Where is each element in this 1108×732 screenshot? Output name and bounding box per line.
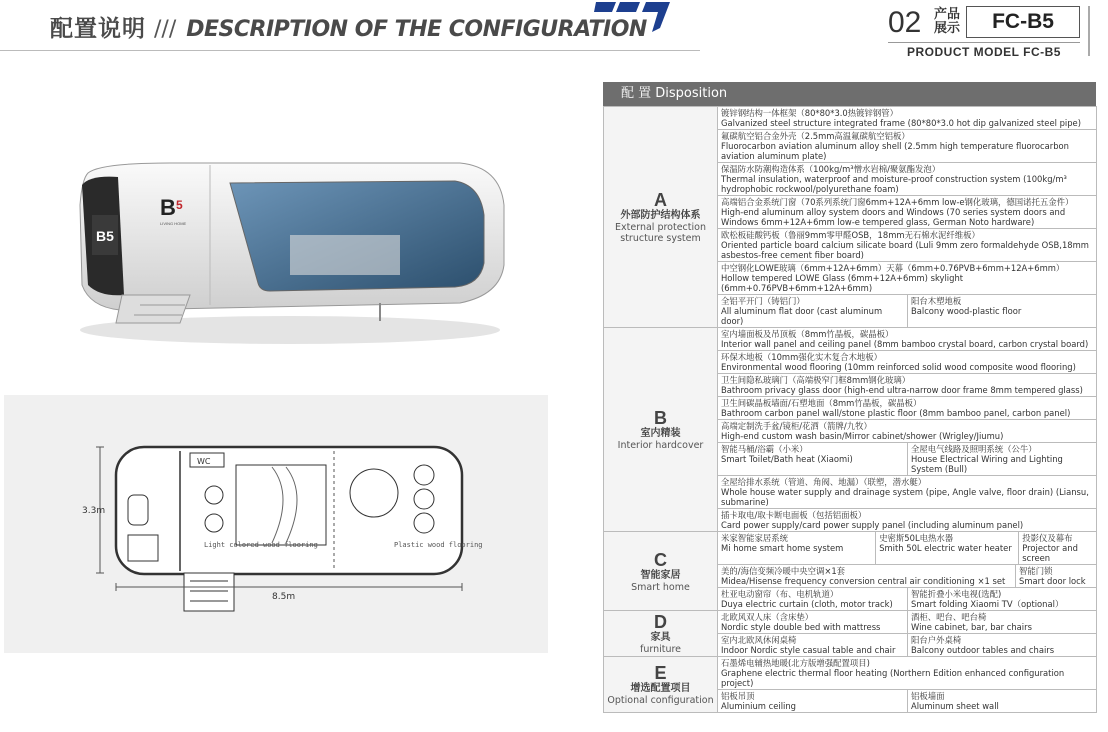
table-cell: 全屋给排水系统（管道、角阀、地漏）（联塑，潜水艇） Whole house water supply and drainage system (pipe, Angle valve, floor drain) (Liansu, submarine)	[718, 476, 1097, 509]
page-header	[50, 10, 647, 43]
model-name: FC-B5	[966, 6, 1080, 38]
category-en: Smart home	[631, 581, 690, 593]
cabin-logo: B	[160, 195, 176, 220]
header-divider	[0, 50, 700, 51]
table-cell: 美的/海信变频冷暖中央空调×1套 Midea/Hisense frequency conversion central air conditioning ×1 set	[718, 565, 1016, 587]
table-cell: 室内北欧风休闲桌椅 Indoor Nordic style casual table and chair	[718, 634, 908, 657]
category-cn: 智能家居	[640, 569, 681, 581]
category-b-cell	[604, 328, 718, 532]
header-slashes: ///	[154, 17, 177, 42]
config-table	[603, 106, 1097, 713]
plan-room-label-1: Light colored wood flooring	[204, 541, 318, 549]
table-row	[604, 657, 1097, 690]
table-row	[604, 611, 1097, 634]
table-cell: 石墨烯电辅热地暖(北方版增强配置项目) Graphene electric thermal floor heating (Northern Edition enhanced configuration project)	[718, 657, 1097, 690]
table-cell: 铝板墙面 Aluminum sheet wall	[908, 690, 1097, 713]
table-cell: 欧松板硅酸钙板（鲁丽9mm零甲醛OSB，18mm无石棉水泥纤维板） Oriented particle board calcium silicate board (Luli 9mm zero formaldehyde OSB,18mm asbestos-free cement fiber board)	[718, 229, 1097, 262]
header-title-en: DESCRIPTION OF THE CONFIGURATION	[186, 17, 647, 42]
category-cn: 增选配置项目	[630, 683, 691, 694]
category-letter: B	[654, 408, 667, 428]
category-en: Optional configuration	[607, 695, 714, 706]
category-cn: 家具	[650, 632, 671, 643]
category-en: Interior hardcover	[617, 440, 704, 451]
table-cell: 铝板吊顶 Aluminium ceiling	[718, 690, 908, 713]
table-cell: 杜亚电动窗帘（布、电机轨道） Duya electric curtain (cloth, motor track)	[718, 588, 908, 611]
category-cn: 外部防护结构体系	[620, 210, 701, 221]
table-cell: 阳台木塑地板 Balcony wood-plastic floor	[908, 295, 1097, 328]
category-letter: C	[654, 549, 667, 570]
table-cell: 室内墙面板及吊顶板（8mm竹晶板，碳晶板） Interior wall panel and ceiling panel (8mm bamboo crystal board, carbon crystal board)	[718, 328, 1097, 351]
table-cell: 投影仪及幕布 Projector and screen	[1022, 533, 1078, 563]
header-title-cn: 配置说明	[50, 16, 146, 42]
category-cn: 室内精装	[640, 428, 681, 439]
plan-height-label: 3.3m	[82, 506, 106, 516]
table-cell: 北欧风双人床（含床垫） Nordic style double bed with mattress	[718, 611, 908, 634]
table-cell: 氟碳航空铝合金外壳（2.5mm高温氟碳航空铝板） Fluorocarbon aviation aluminum alloy shell (2.5mm high temperature fluorocarbon aviation aluminum plate)	[718, 130, 1097, 163]
table-cell: 米家智能家居系统 Mi home smart home system	[718, 532, 876, 564]
category-a-cell	[604, 107, 718, 328]
door-b5-text: B5	[96, 228, 114, 244]
category-letter: D	[654, 612, 667, 632]
table-cell: 中空钢化LOWE玻璃（6mm+12A+6mm）天幕（6mm+0.76PVB+6mm+12A+6mm） Hollow tempered LOWE Glass (6mm+12A+6mm) skylight (6mm+0.76PVB+6mm+12A+6mm)	[718, 262, 1097, 295]
table-cell: 智能门锁 Smart door lock	[1019, 566, 1086, 586]
page-number: 02	[888, 6, 922, 39]
table-cell: 卫生间碳晶板墙面/石塑地面（8mm竹晶板，碳晶板） Bathroom carbon panel wall/stone plastic floor (8mm bamboo panel, carbon panel)	[718, 397, 1097, 420]
table-cell: 卫生间隐私玻璃门（高端极窄门框8mm钢化玻璃） Bathroom privacy glass door (high-end ultra-narrow door frame 8mm tempered glass)	[718, 374, 1097, 397]
table-cell: 保温防水防潮构造体系（100kg/m³憎水岩棉/聚氨酯发泡） Thermal insulation, waterproof and moisture-proof construction system (100kg/m³ hydrophobic rockwool/polyurethane foam)	[718, 163, 1097, 196]
cabin-logo-sub: LIVING HOME	[160, 221, 187, 226]
table-cell: 镀锌钢结构一体框架（80*80*3.0热镀锌钢管） Galvanized steel structure integrated frame (80*80*3.0 hot dip galvanized steel pipe)	[718, 107, 1097, 130]
category-d-cell	[604, 611, 718, 657]
category-en: furniture	[639, 644, 682, 655]
table-cell: 高端铝合金系统门窗（70系列系统门窗6mm+12A+6mm low-e钢化玻璃，德国诺托五金件） High-end aluminum alloy system doors and Windows (70 series system doors and Windows 6mm+12A+6mm low-e tempered glass, German Noto hardware)	[718, 196, 1097, 229]
page-label-cn: 产品展示	[934, 7, 961, 36]
table-cell: 阳台户外桌椅 Balcony outdoor tables and chairs	[908, 634, 1097, 657]
table-cell: 全铝平开门（铸铝门） All aluminum flat door (cast aluminum door)	[718, 295, 908, 328]
table-cell	[718, 532, 1097, 565]
table-cell: 智能折叠小米电视(选配) Smart folding Xiaomi TV（optional）	[908, 588, 1097, 611]
category-c-cell	[604, 532, 718, 611]
category-en: External protection structure system	[615, 222, 706, 244]
cabin-render-image	[60, 145, 510, 355]
model-subtitle: PRODUCT MODEL FC-B5	[888, 42, 1080, 59]
table-cell	[718, 565, 1097, 588]
plan-room-label-2: Plastic wood flooring	[394, 541, 483, 549]
table-cell: 插卡取电/取卡断电面板（包括铝面板） Card power supply/card power supply panel (including aluminum panel)	[718, 509, 1097, 532]
table-row	[604, 532, 1097, 565]
table-cell: 酒柜、吧台、吧台椅 Wine cabinet, bar, bar chairs	[908, 611, 1097, 634]
table-cell: 智能马桶/浴霸（小米） Smart Toilet/Bath heat (Xiaomi)	[718, 443, 908, 476]
category-e-cell	[604, 657, 718, 713]
table-cell: 全屋电气线路及照明系统（公牛） House Electrical Wiring and Lighting System (Bull)	[908, 443, 1097, 476]
table-cell: 环保木地板（10mm强化实木复合木地板） Environmental wood flooring (10mm reinforced solid wood composite wood flooring)	[718, 351, 1097, 374]
config-table-header: 配 置 Disposition	[603, 82, 1096, 106]
table-row	[604, 107, 1097, 130]
plan-width-label: 8.5m	[272, 592, 296, 602]
floor-plan-image	[4, 395, 548, 653]
table-cell: 高端定制洗手盆/镜柜/花洒（箭牌/九牧） High-end custom wash basin/Mirror cabinet/shower (Wrigley/Jiumu)	[718, 420, 1097, 443]
table-row	[604, 328, 1097, 351]
category-letter: E	[654, 663, 667, 683]
model-side-bar	[1088, 6, 1090, 56]
plan-wc-label: WC	[197, 457, 211, 466]
cabin-logo-num: 5	[176, 198, 183, 212]
model-badge	[888, 6, 1080, 58]
stripe-decoration-icon	[594, 2, 674, 32]
floor-plan-panel	[4, 395, 548, 653]
config-table-panel	[603, 82, 1096, 713]
category-letter: A	[654, 190, 667, 210]
table-cell: 史密斯50L电热水器 Smith 50L electric water heater	[876, 532, 1019, 564]
